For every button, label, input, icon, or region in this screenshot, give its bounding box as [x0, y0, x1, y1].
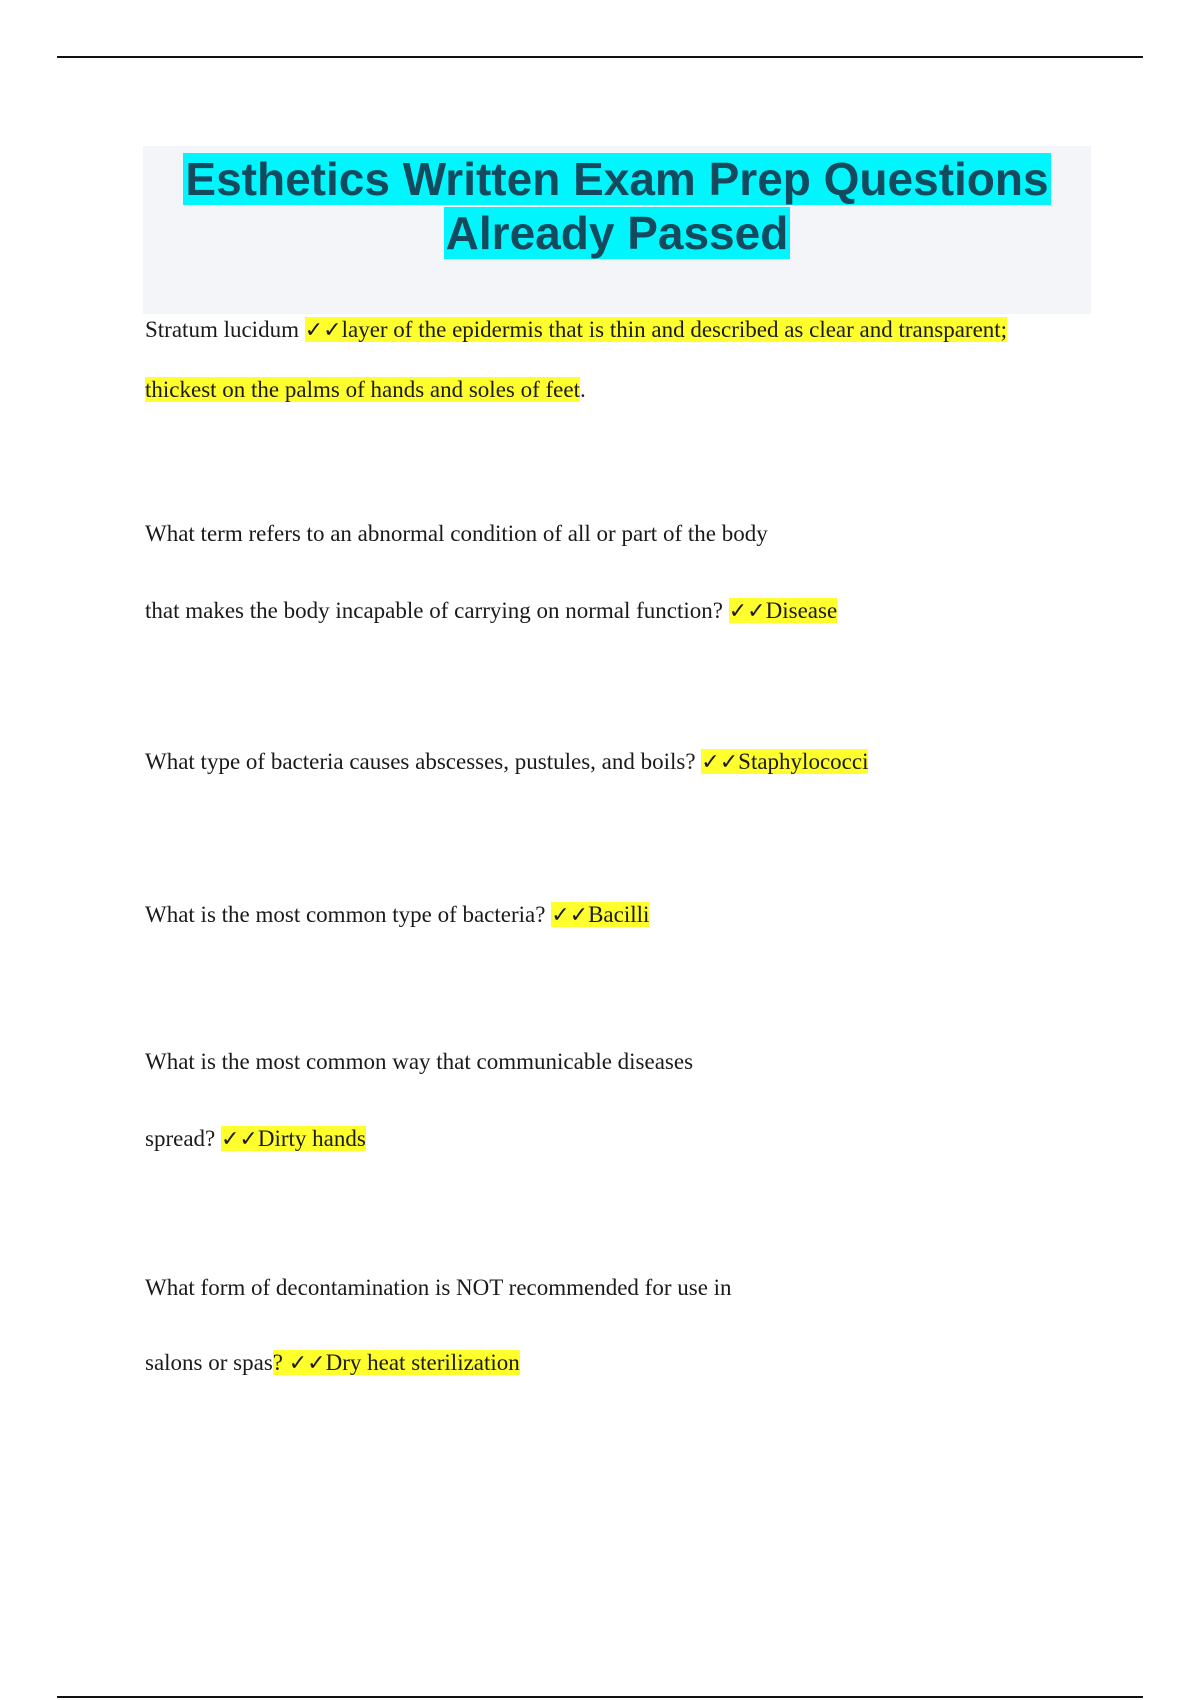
qa-item-6-line-2 — [145, 1347, 520, 1380]
question-text: that makes the body incapable of carrying on normal function? — [145, 598, 729, 623]
answer-highlight — [273, 1350, 520, 1375]
punctuation: ? — [272, 1350, 289, 1375]
answer-highlight — [551, 902, 649, 927]
answer-text: Bacilli — [588, 902, 650, 927]
double-check-icon: ✓✓ — [288, 1351, 326, 1376]
answer-highlight — [701, 749, 868, 774]
double-check-icon: ✓✓ — [728, 599, 766, 624]
question-text: What form of decontamination is NOT recommended for use in — [145, 1275, 732, 1300]
question-text: Stratum lucidum — [145, 317, 305, 342]
page-title-line-2: Already Passed — [445, 207, 789, 259]
double-check-icon: ✓✓ — [701, 750, 739, 775]
question-text: What is the most common way that communicable diseases — [145, 1049, 694, 1074]
question-text: spread? — [145, 1126, 221, 1151]
answer-highlight — [729, 598, 837, 623]
answer-text: Dirty hands — [257, 1126, 366, 1151]
top-rule — [57, 56, 1143, 58]
page-title-line-1: Esthetics Written Exam Prep Questions — [185, 153, 1049, 205]
qa-item-1-line-2 — [145, 374, 586, 406]
answer-highlight — [305, 317, 1007, 342]
double-check-icon: ✓✓ — [221, 1127, 258, 1152]
answer-text: Disease — [765, 598, 838, 623]
qa-item-5-line-2 — [145, 1123, 366, 1156]
qa-item-2-line-2 — [145, 595, 837, 628]
qa-item-4-line-1 — [145, 899, 649, 932]
double-check-icon: ✓✓ — [304, 318, 342, 343]
answer-text: Staphylococci — [738, 749, 869, 774]
qa-item-5-line-1 — [145, 1046, 693, 1078]
question-text: What is the most common type of bacteria? — [145, 902, 552, 927]
answer-text: layer of the epidermis that is thin and described as clear and transparent; — [341, 317, 1008, 342]
title-block — [143, 146, 1091, 314]
question-text: salons or spas — [145, 1350, 273, 1375]
qa-item-1-line-1 — [145, 314, 1007, 347]
qa-item-2-line-1 — [145, 518, 768, 550]
punctuation: . — [579, 377, 586, 402]
question-text: What type of bacteria causes abscesses, pustules, and boils? — [145, 749, 702, 774]
answer-text: thickest on the palms of hands and soles of feet — [145, 377, 580, 402]
question-text: What term refers to an abnormal condition of all or part of the body — [145, 521, 768, 546]
qa-item-6-line-1 — [145, 1272, 732, 1304]
double-check-icon: ✓✓ — [551, 903, 589, 928]
qa-item-3-line-1 — [145, 746, 868, 779]
bottom-rule — [57, 1696, 1143, 1698]
answer-highlight — [221, 1126, 366, 1151]
answer-text: Dry heat sterilization — [325, 1350, 520, 1375]
